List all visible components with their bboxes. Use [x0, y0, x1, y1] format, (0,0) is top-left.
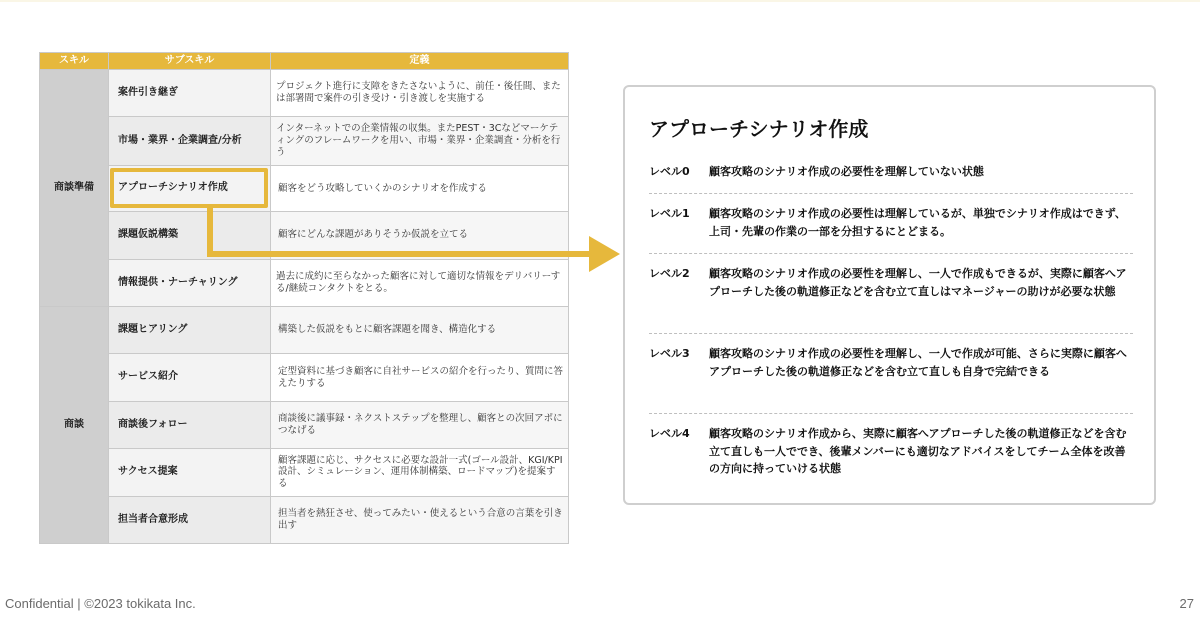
table-row — [40, 306, 569, 353]
arrow-right-icon — [589, 236, 620, 272]
definition-cell: 過去に成約に至らなかった顧客に対して適切な情報をデリバリーする/継続コンタクトをとる。 — [271, 259, 569, 306]
table-row — [40, 496, 569, 543]
definition-cell: 顧客課題に応じ、サクセスに必要な設計一式(ゴール設計、KGI/KPI設計、シミュレーション、運用体制構築、ロードマップ)を提案する — [271, 449, 569, 496]
connector-line-vertical — [207, 207, 213, 257]
level-label: レベル3 — [649, 347, 690, 360]
level-description: 顧客攻略のシナリオ作成の必要性は理解しているが、単独でシナリオ作成はできず、上司・先輩の作業の一部を分担するにとどまる。 — [709, 207, 1126, 238]
category-cell: 商談 — [40, 306, 109, 543]
subskill-cell: 商談後フォロー — [109, 401, 271, 448]
level-divider — [649, 193, 1133, 194]
level-row — [649, 265, 1133, 300]
header-skill: スキル — [40, 53, 109, 70]
level-label: レベル2 — [649, 267, 690, 280]
level-description: 顧客攻略のシナリオ作成の必要性を理解し、一人で作成が可能、さらに実際に顧客へアプローチした後の軌道修正などを含む立て直しも自身で完結できる — [709, 347, 1127, 378]
subskill-cell: 課題ヒアリング — [109, 306, 271, 353]
table-row — [40, 354, 569, 401]
level-divider — [649, 333, 1133, 334]
header-subskill: サブスキル — [109, 53, 271, 70]
level-description: 顧客攻略のシナリオ作成の必要性を理解していない状態 — [709, 165, 984, 178]
level-label: レベル0 — [649, 165, 690, 178]
selected-subskill-highlight — [110, 168, 268, 208]
top-rule — [0, 0, 1200, 2]
connector-line-horizontal — [207, 251, 592, 257]
level-divider — [649, 413, 1133, 414]
definition-cell: 顧客にどんな課題がありそうか仮説を立てる — [271, 212, 569, 259]
subskill-cell-selected: アプローチシナリオ作成 — [109, 165, 271, 211]
subskill-cell: サクセス提案 — [109, 449, 271, 496]
level-row — [649, 205, 1133, 240]
definition-cell: 担当者を熱狂させ、使ってみたい・使えるという合意の言葉を引き出す — [271, 496, 569, 543]
level-row — [649, 345, 1133, 380]
footer-confidential: Confidential | ©2023 tokikata Inc. — [5, 596, 196, 611]
table-row — [40, 70, 569, 117]
subskill-cell: 情報提供・ナーチャリング — [109, 259, 271, 306]
table-header-row — [40, 53, 569, 70]
table-row — [40, 401, 569, 448]
level-description: 顧客攻略のシナリオ作成の必要性を理解し、一人で作成もできるが、実際に顧客へアプローチした後の軌道修正などを含む立て直しはマネージャーの助けが必要な状態 — [709, 267, 1127, 298]
level-description: 顧客攻略のシナリオ作成から、実際に顧客へアプローチした後の軌道修正などを含む立て直しも一人ででき、後輩メンバーにも適切なアドバイスをしてチーム全体を改善の方向に持っていける状態 — [709, 427, 1127, 476]
subskill-cell: 課題仮説構築 — [109, 212, 271, 259]
level-divider — [649, 253, 1133, 254]
level-label: レベル1 — [649, 207, 690, 220]
definition-cell: 定型資料に基づき顧客に自社サービスの紹介を行ったり、質問に答えたりする — [271, 354, 569, 401]
subskill-cell: 担当者合意形成 — [109, 496, 271, 543]
level-row — [649, 425, 1133, 478]
definition-cell: 商談後に議事録・ネクストステップを整理し、顧客との次回アポにつなげる — [271, 401, 569, 448]
subskill-cell: 案件引き継ぎ — [109, 70, 271, 117]
table-row — [40, 259, 569, 306]
page-number: 27 — [1179, 596, 1194, 611]
category-cell: 商談準備 — [40, 70, 109, 307]
level-label: レベル4 — [649, 427, 690, 440]
table-row — [40, 449, 569, 496]
level-row — [649, 163, 1133, 181]
definition-cell: 顧客をどう攻略していくかのシナリオを作成する — [271, 165, 569, 211]
level-detail-card — [623, 85, 1156, 505]
definition-cell: 構築した仮説をもとに顧客課題を聞き、構造化する — [271, 306, 569, 353]
header-definition: 定義 — [271, 53, 569, 70]
table-row — [40, 117, 569, 165]
card-title: アプローチシナリオ作成 — [649, 117, 869, 141]
subskill-cell: サービス紹介 — [109, 354, 271, 401]
skill-table — [39, 52, 569, 544]
subskill-cell: 市場・業界・企業調査/分析 — [109, 117, 271, 165]
definition-cell: プロジェクト進行に支障をきたさないように、前任・後任間、または部署間で案件の引き受け・引き渡しを実施する — [271, 70, 569, 117]
definition-cell: インターネットでの企業情報の収集。またPEST・3Cなどマーケティングのフレームワークを用い、市場・業界・企業調査・分析を行う — [271, 117, 569, 165]
